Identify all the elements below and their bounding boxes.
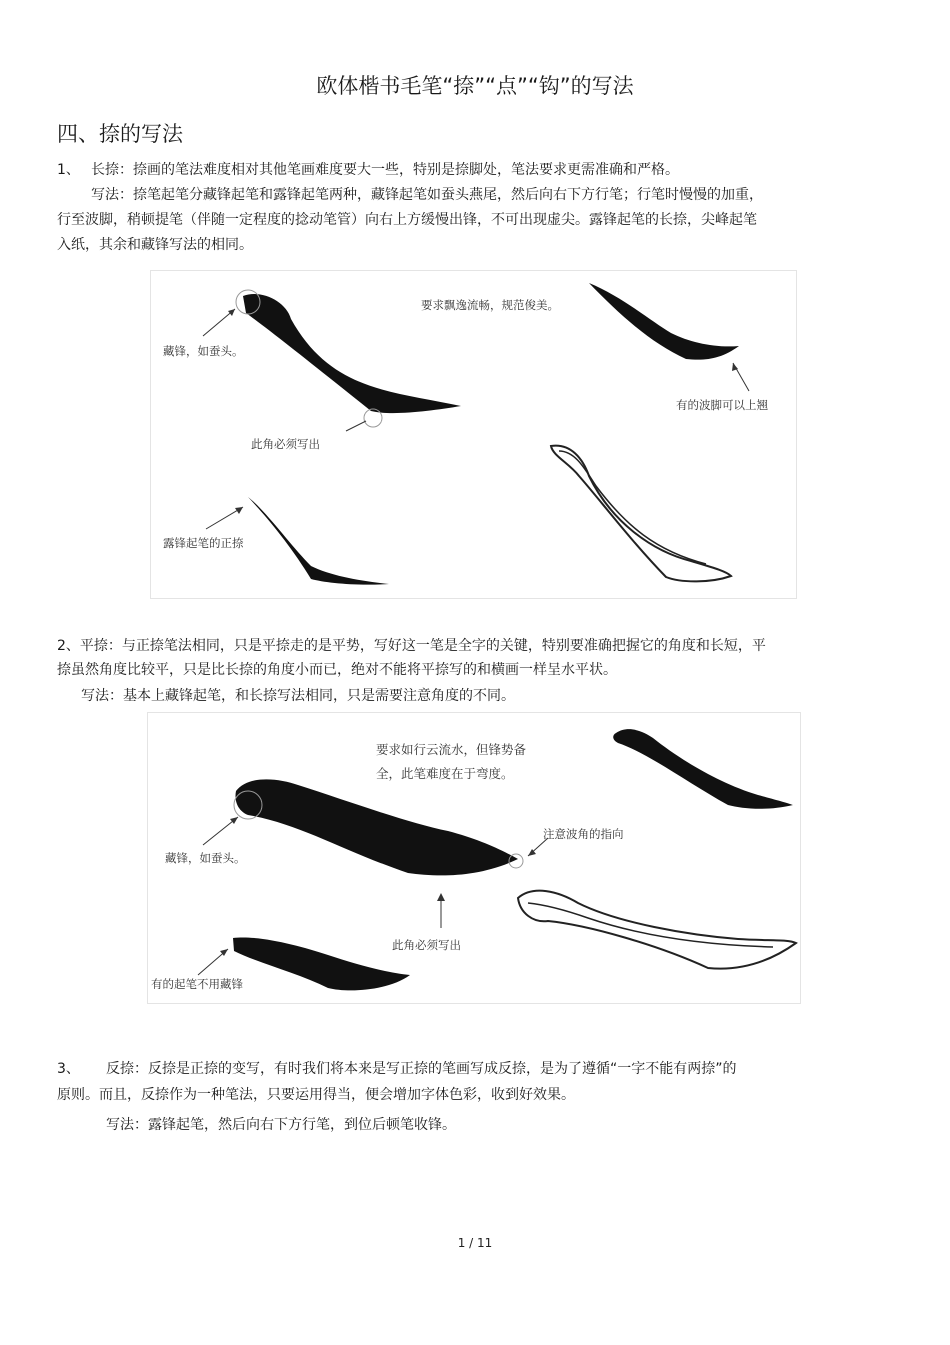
document-title: 欧体楷书毛笔“捺”“点”“钩”的写法 [316,74,634,98]
paragraph-line: 反捺：反捺是正捺的变写，有时我们将本来是写正捺的笔画写成反捺，是为了遵循“一字不能有两捺”的 [106,1061,737,1077]
figure-note: 要求如行云流水，但锋势备 [376,742,527,757]
brush-stroke-no-hidden-na [233,937,410,990]
figure-label: 注意波角的指向 [543,827,624,841]
figure-flat-na [147,712,801,1004]
paragraph-line: 原则。而且，反捺作为一种笔法，只要运用得当，便会增加字体色彩，收到好效果。 [57,1087,575,1103]
paragraph-number: 1、 [57,162,80,178]
figure-label: 露锋起笔的正捺 [163,536,244,550]
outline-stroke [551,446,731,582]
figure-label: 藏锋，如蚕头。 [165,851,246,865]
figure-label: 有的起笔不用藏锋 [151,977,243,991]
arrow-corner [346,421,366,431]
brush-stroke-flat-na [236,779,519,875]
paragraph-number: 3、 [57,1061,80,1077]
paragraph-line: 行至波脚，稍顿提笔（伴随一定程度的捻动笔管）向右上方缓慢出锋，不可出现虚尖。露锋起笔的长捺，尖峰起笔 [57,212,757,228]
brush-stroke-upturned-na [589,283,739,360]
brush-stroke-exposed-na [248,497,389,585]
figure-label: 此角必须写出 [251,437,320,451]
paragraph-line: 写法：捺笔起笔分藏锋起笔和露锋起笔两种，藏锋起笔如蚕头燕尾，然后向右下方行笔；行笔时慢慢的加重， [91,187,763,203]
outline-inner-arrow [559,451,706,564]
paragraph-line: 入纸，其余和藏锋写法的相同。 [57,237,253,253]
figure-note: 要求飘逸流畅，规范俊美。 [421,298,559,312]
paragraph-line: 长捺：捺画的笔法难度相对其他笔画难度要大一些，特别是捺脚处，笔法要求更需准确和严格。 [91,162,679,178]
brush-stroke-small-na [613,729,793,809]
figure-note: 全，此笔难度在于弯度。 [376,766,514,781]
corner-circle [364,409,382,427]
figure-long-na [150,270,797,599]
figure-label: 有的波脚可以上翘 [676,398,768,412]
paragraph-line: 写法：基本上藏锋起笔，和长捺写法相同，只是需要注意角度的不同。 [81,688,515,704]
arrowhead [228,309,235,316]
outline-inner-arrow [528,903,773,947]
paragraph-line: 捺虽然角度比较平，只是比长捺的角度小而已，绝对不能将平捺写的和横画一样呈水平状。 [57,662,617,678]
arrowhead [437,893,445,901]
figure-label: 藏锋，如蚕头。 [163,344,244,358]
figure-label: 此角必须写出 [392,938,461,952]
paragraph-line: 写法：露锋起笔，然后向右下方行笔，到位后顿笔收锋。 [106,1117,456,1133]
page-number: 1 / 11 [457,1236,493,1250]
figure-long-na-drawing [151,271,796,598]
paragraph-line: 2、平捺：与正捺笔法相同，只是平捺走的是平势，写好这一笔是全字的关键，特别要准确把握它的角度和长短，平 [57,638,766,654]
outline-stroke [518,891,796,969]
section-heading: 四、捺的写法 [57,122,183,146]
